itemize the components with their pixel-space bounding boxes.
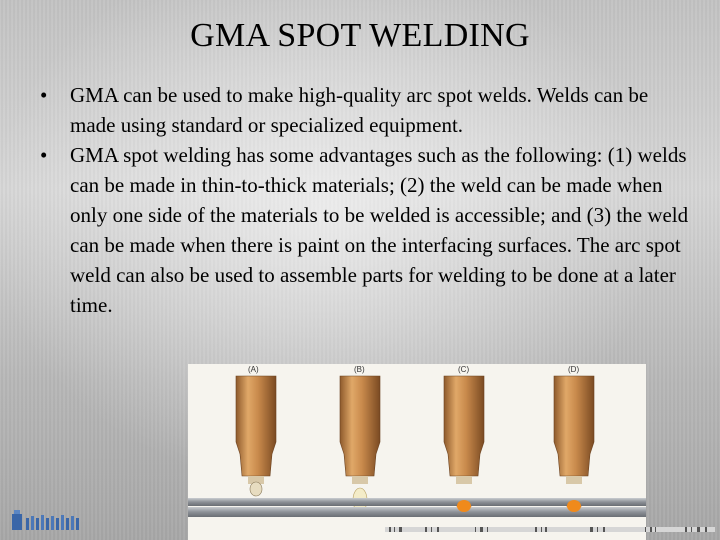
weld-pool (250, 482, 262, 496)
bullet-text: GMA can be used to make high-quality arc spot welds. Welds can be made using standard or specialized equipment. (70, 83, 649, 137)
school-logo-icon (10, 506, 90, 532)
contact-tip (352, 476, 368, 484)
panel-c (444, 365, 484, 513)
welding-nozzle (340, 376, 380, 476)
contact-tip (566, 476, 582, 484)
slide-title: GMA SPOT WELDING (190, 17, 530, 54)
bullet-marker: • (40, 143, 48, 167)
bullet-marker: • (40, 83, 48, 107)
weld-nugget-through (457, 500, 471, 512)
panel-label: (A) (248, 365, 259, 374)
panel-b (340, 365, 380, 512)
welding-illustration (188, 364, 646, 540)
panel-label: (D) (568, 365, 580, 374)
welding-nozzle (444, 376, 484, 476)
bullet-item (40, 80, 690, 140)
welding-nozzle (236, 376, 276, 476)
panel-d (554, 365, 594, 513)
welding-nozzle (554, 376, 594, 476)
bullet-item (40, 140, 690, 320)
panel-label: (C) (458, 365, 470, 374)
panel-label: (B) (354, 365, 365, 374)
spot-welding-figure (188, 364, 646, 540)
bullet-text: GMA spot welding has some advantages such as the following: (1) welds can be made in thin-to-thick materials; (2) the weld can be made when only one side of the materials to be welded is accessible; and (3) the weld can be made when there is paint on the interfacing surfaces. The arc spot weld can also be used to assemble parts for welding to be done at a later time. (70, 143, 689, 317)
weld-nugget-through (567, 500, 581, 512)
panel-a (236, 365, 276, 496)
footer-decoration (385, 525, 715, 534)
contact-tip (456, 476, 472, 484)
bullet-list (40, 80, 690, 320)
